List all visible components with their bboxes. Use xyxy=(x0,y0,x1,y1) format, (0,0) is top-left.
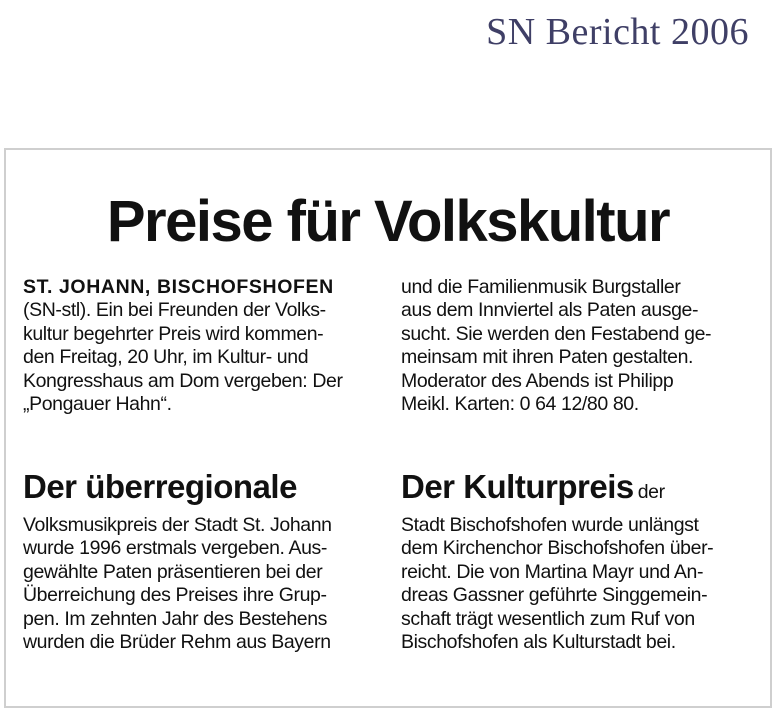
report-title: SN Bericht 2006 xyxy=(486,11,749,53)
newspaper-clipping xyxy=(4,148,772,708)
subhead-right-label: Der Kulturpreis xyxy=(401,468,634,505)
body-line: schaft trägt wesentlich zum Ruf von xyxy=(401,607,695,630)
article-headline: Preise für Volkskultur xyxy=(106,189,670,254)
body-line: Meikl. Karten: 0 64 12/80 80. xyxy=(401,392,639,415)
column-right-body xyxy=(401,514,713,654)
body-line: wurde 1996 erstmals vergeben. Aus- xyxy=(23,537,327,560)
body-line: aus dem Innviertel als Paten ausge- xyxy=(401,299,699,322)
body-line: Kongresshaus am Dom vergeben: Der xyxy=(23,369,343,392)
body-line: und die Familienmusik Burgstaller xyxy=(401,276,681,298)
body-line: „Pongauer Hahn“. xyxy=(23,392,172,415)
body-line: kultur begehrter Preis wird kommen- xyxy=(23,322,324,345)
body-line: den Freitag, 20 Uhr, im Kultur- und xyxy=(23,346,309,369)
column-left-body xyxy=(23,514,332,654)
body-line: (SN-stl). Ein bei Freunden der Volks- xyxy=(23,299,326,322)
body-line: sucht. Sie werden den Festabend ge- xyxy=(401,322,712,345)
body-line: pen. Im zehnten Jahr des Bestehens xyxy=(23,607,328,630)
body-line: wurden die Brüder Rehm aus Bayern xyxy=(23,630,331,653)
subhead-left: Der überregionale xyxy=(23,468,297,505)
subhead-right xyxy=(401,468,665,506)
body-line: Überreichung des Preises ihre Grup- xyxy=(23,584,327,607)
body-line: dreas Gassner geführte Singgemein- xyxy=(401,584,708,607)
dateline: ST. JOHANN, BISCHOFSHOFEN xyxy=(23,276,334,298)
body-line: Stadt Bischofshofen wurde unlängst xyxy=(401,514,699,536)
body-line: Volksmusikpreis der Stadt St. Johann xyxy=(23,514,332,536)
column-left-intro xyxy=(23,276,343,416)
body-line: Moderator des Abends ist Philipp xyxy=(401,369,674,392)
column-right-intro xyxy=(401,276,711,416)
body-line: dem Kirchenchor Bischofshofen über- xyxy=(401,537,714,560)
body-line: reicht. Die von Martina Mayr und An- xyxy=(401,560,704,583)
subhead-right-tail: der xyxy=(637,481,665,503)
body-line: gewählte Paten präsentieren bei der xyxy=(23,560,323,583)
body-line: Bischofshofen als Kulturstadt bei. xyxy=(401,630,676,653)
body-line: meinsam mit ihren Paten gestalten. xyxy=(401,346,694,369)
